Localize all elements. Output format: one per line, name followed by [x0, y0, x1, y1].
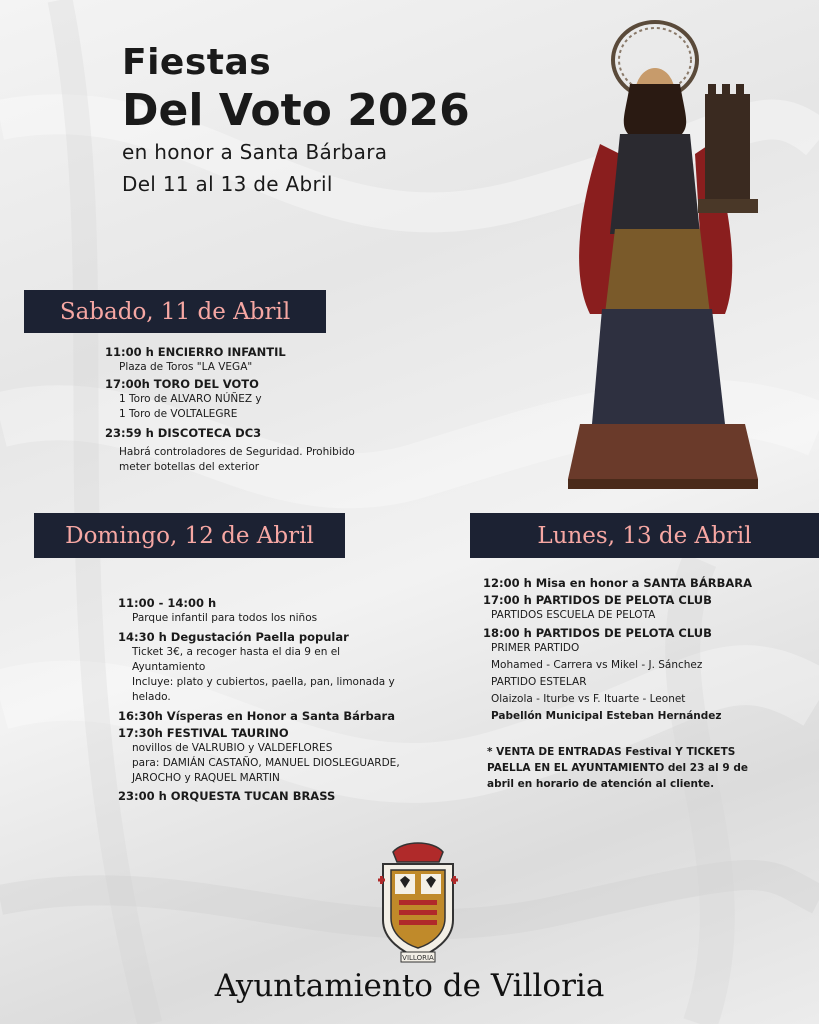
event-item: [118, 726, 408, 786]
subtitle-honor: en honor a Santa Bárbara: [122, 140, 388, 164]
event-detail: Incluye: plato y cubiertos, paella, pan, limonada y helado.: [132, 676, 395, 703]
event-heading: 11:00 - 14:00 h: [118, 596, 217, 610]
event-heading: 12:00 h Misa en honor a SANTA BÁRBARA: [483, 576, 753, 590]
event-detail: novillos de VALRUBIO y VALDEFLORES: [132, 742, 333, 754]
sunday-banner: Domingo, 12 de Abril: [34, 513, 345, 558]
event-item: [118, 709, 408, 724]
event-heading: 17:00h TORO DEL VOTO: [105, 377, 259, 391]
event-detail: para: DAMIÁN CASTAÑO, MANUEL DIOSLEGUARDE, JAROCHO y RAQUEL MARTIN: [132, 757, 400, 784]
event-heading: 17:30h FESTIVAL TAURINO: [118, 726, 289, 740]
event-heading: 16:30h Vísperas en Honor a Santa Bárbara: [118, 709, 395, 723]
event-item: [105, 426, 385, 475]
event-item: [483, 593, 773, 623]
monday-banner: Lunes, 13 de Abril: [470, 513, 819, 558]
event-item: [483, 576, 773, 591]
event-heading: 17:00 h PARTIDOS DE PELOTA CLUB: [483, 593, 712, 607]
event-detail: PARTIDO ESTELAR: [491, 676, 587, 688]
title-line-1: Fiestas: [122, 42, 272, 83]
event-heading: 14:30 h Degustación Paella popular: [118, 630, 349, 644]
event-detail: 1 Toro de ALVARO NÚÑEZ y: [119, 393, 262, 405]
event-detail: Pabellón Municipal Esteban Hernández: [491, 710, 722, 722]
event-item: [105, 377, 385, 422]
event-item: [118, 630, 408, 705]
event-item: [483, 626, 773, 724]
title-block: [122, 42, 470, 196]
event-detail: Parque infantil para todos los niños: [132, 612, 318, 624]
event-item: [118, 596, 408, 626]
ticket-sales-note: * VENTA DE ENTRADAS Festival Y TICKETS PAELLA EN EL AYUNTAMIENTO del 23 al 9 de abril en horario de atención al cliente.: [487, 746, 748, 790]
event-heading: 23:00 h ORQUESTA TUCAN BRASS: [118, 789, 336, 803]
event-detail: Olaizola - Iturbe vs F. Ituarte - Leonet: [491, 693, 686, 705]
monday-program: [483, 576, 773, 726]
title-line-2: Del Voto 2026: [122, 85, 470, 136]
event-heading: 11:00 h ENCIERRO INFANTIL: [105, 345, 286, 359]
footer-municipality: Ayuntamiento de Villoria: [214, 968, 605, 1004]
event-heading: 23:59 h DISCOTECA DC3: [105, 426, 262, 440]
event-detail: 1 Toro de VOLTALEGRE: [119, 408, 238, 420]
event-detail: Mohamed - Carrera vs Mikel - J. Sánchez: [491, 659, 703, 671]
event-heading: 18:00 h PARTIDOS DE PELOTA CLUB: [483, 626, 712, 640]
event-detail: Plaza de Toros "LA VEGA": [119, 361, 253, 373]
subtitle-dates: Del 11 al 13 de Abril: [122, 172, 333, 196]
saturday-banner: Sabado, 11 de Abril: [24, 290, 326, 333]
villoria-coat-of-arms: [373, 840, 463, 970]
event-detail: PRIMER PARTIDO: [491, 642, 580, 654]
sunday-program: [118, 596, 408, 806]
event-item: [105, 345, 385, 375]
event-detail: Ticket 3€, a recoger hasta el dia 9 en el Ayuntamiento: [132, 646, 341, 673]
event-detail: Habrá controladores de Seguridad. Prohibido meter botellas del exterior: [119, 446, 355, 473]
santa-barbara-statue-image: [540, 14, 770, 494]
saturday-program: [105, 345, 385, 477]
event-item: [118, 789, 408, 804]
crest-banner-text: VILLORIA: [402, 954, 434, 962]
event-detail: PARTIDOS ESCUELA DE PELOTA: [491, 609, 656, 621]
